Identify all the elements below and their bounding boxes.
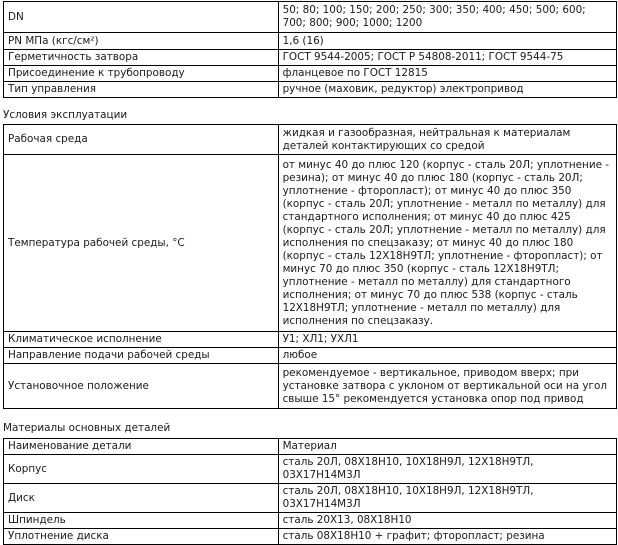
part-material: сталь 20Л, 08Х18Н10, 10Х18Н9Л, 12Х18Н9ТЛ, 03Х17Н14М3Л: [278, 484, 616, 513]
table-header-row: [4, 439, 617, 455]
table-row: [4, 455, 617, 484]
table-row: [4, 484, 617, 513]
condition-value: от минус 40 до плюс 120 (корпус - сталь 20Л; уплотнение - резина); от минус 40 до плюс 180 (корпус - сталь 20Л; уплотнение - фторопласт); от минус 40 до плюс 350 (корпус - сталь 20Л; уплотнение - металл по металлу) для стандартного исполнения; от минус 40 до плюс 425 (корпус - сталь 20Л; уплотнение - металл по металлу) для исполнения по спецзаказу; от минус 40 до плюс 180 (корпус - сталь 12Х18Н9ТЛ; уплотнение - фторопласт); от минус 70 до плюс 350 (корпус - сталь 12Х18Н9ТЛ; уплотнение - металл по металлу) для стандартного исполнения; от минус 70 до плюс 538 (корпус - сталь 12Х18Н9ТЛ; уплотнение - металл по металлу) для исполнения по спецзаказу.: [278, 155, 616, 332]
part-material: сталь 08Х18Н10 + графит; фторопласт; резина: [278, 529, 616, 545]
table-row: [4, 348, 617, 364]
part-material: сталь 20Л, 08Х18Н10, 10Х18Н9Л, 12Х18Н9ТЛ, 03Х17Н14М3Л: [278, 455, 616, 484]
table-row: [4, 66, 617, 82]
spec-value: 1,6 (16): [278, 33, 616, 50]
spec-label: DN: [4, 2, 279, 33]
condition-label: Рабочая среда: [4, 125, 279, 155]
condition-value: У1; ХЛ1; УХЛ1: [278, 332, 616, 348]
part-name: Корпус: [4, 455, 279, 484]
table-row: [4, 155, 617, 332]
materials-table: [3, 438, 617, 545]
condition-value: рекомендуемое - вертикальное, приводом вверх; при установке затвора с уклоном от вертикальной оси на угол свыше 15° рекомендуется установка опор под привод: [278, 364, 616, 409]
spec-value: 50; 80; 100; 150; 200; 250; 300; 350; 400; 450; 500; 600; 700; 800; 900; 1000; 1200: [278, 2, 616, 33]
condition-label: Температура рабочей среды, °С: [4, 155, 279, 332]
part-name: Уплотнение диска: [4, 529, 279, 545]
spec-value: ручное (маховик, редуктор) электропривод: [278, 82, 616, 98]
spec-label: Присоединение к трубопроводу: [4, 66, 279, 82]
column-header-material: Материал: [278, 439, 616, 455]
spec-label: Тип управления: [4, 82, 279, 98]
spec-value: фланцевое по ГОСТ 12815: [278, 66, 616, 82]
condition-value: жидкая и газообразная, нейтральная к материалам деталей контактирующих со средой: [278, 125, 616, 155]
part-name: Диск: [4, 484, 279, 513]
condition-value: любое: [278, 348, 616, 364]
spec-label: PN МПа (кгс/см²): [4, 33, 279, 50]
table-row: [4, 2, 617, 33]
specs-table: [3, 1, 617, 98]
part-material: сталь 20Х13, 08Х18Н10: [278, 513, 616, 529]
column-header-part: Наименование детали: [4, 439, 279, 455]
condition-label: Направление подачи рабочей среды: [4, 348, 279, 364]
table-row: [4, 364, 617, 409]
spec-value: ГОСТ 9544-2005; ГОСТ Р 54808-2011; ГОСТ 9544-75: [278, 50, 616, 66]
part-name: Шпиндель: [4, 513, 279, 529]
table-row: [4, 332, 617, 348]
table-row: [4, 33, 617, 50]
operating-conditions-table: [3, 124, 617, 409]
table-row: [4, 529, 617, 545]
table-row: [4, 125, 617, 155]
condition-label: Климатическое исполнение: [4, 332, 279, 348]
table-row: [4, 50, 617, 66]
condition-label: Установочное положение: [4, 364, 279, 409]
table-row: [4, 82, 617, 98]
section-title-operating-conditions: Условия эксплуатации: [3, 109, 128, 121]
spec-label: Герметичность затвора: [4, 50, 279, 66]
section-title-materials: Материалы основных деталей: [3, 422, 171, 434]
